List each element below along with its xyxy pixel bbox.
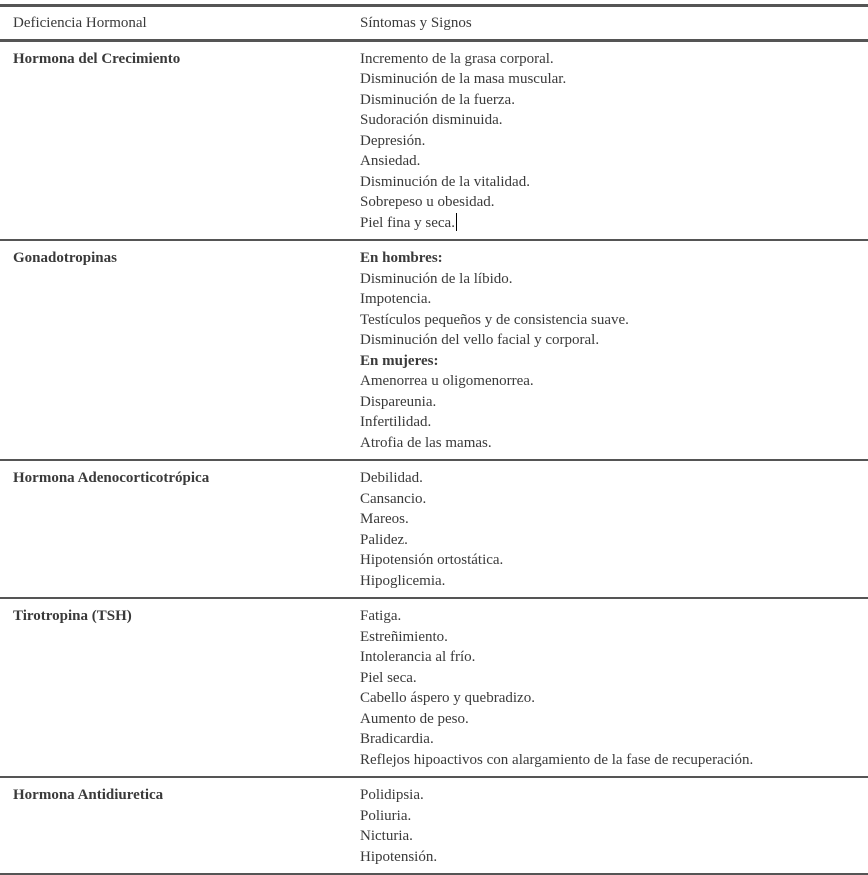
symptom-item <box>360 826 868 847</box>
symptom-text: En hombres: <box>360 250 443 266</box>
symptom-text: Nicturia. <box>360 828 413 844</box>
symptoms-cell <box>360 240 868 460</box>
symptom-item <box>360 729 868 750</box>
symptom-text: Hipotensión. <box>360 848 438 865</box>
symptom-text: En mujeres: <box>360 352 439 369</box>
symptom-item <box>360 392 868 413</box>
symptom-item <box>360 172 868 193</box>
symptom-item <box>360 489 868 510</box>
symptom-text: Disminución de la líbido. <box>360 270 513 287</box>
hormone-name: Hormona Adenocorticotrópica <box>13 470 210 486</box>
symptom-text: Disminución de la masa muscular. <box>360 71 567 87</box>
symptom-item <box>360 668 868 689</box>
symptom-item <box>360 606 868 627</box>
symptom-text: Atrofia de las mamas. <box>360 434 492 451</box>
text-cursor <box>456 213 457 231</box>
hormone-name: Hormona del Crecimiento <box>13 50 181 67</box>
hormone-name: Tirotropina (TSH) <box>13 608 132 624</box>
symptom-item <box>360 750 868 771</box>
symptom-item <box>360 550 868 571</box>
symptoms-cell <box>360 460 868 598</box>
hormone-name: Hormona Antidiuretica <box>13 787 164 803</box>
symptom-item <box>360 785 868 806</box>
symptom-item <box>360 213 868 234</box>
symptom-item <box>360 468 868 489</box>
symptom-item <box>360 90 868 111</box>
symptom-text: Sudoración disminuida. <box>360 112 503 128</box>
symptom-item <box>360 49 868 70</box>
symptom-text: Mareos. <box>360 511 409 527</box>
symptom-text: Hipotensión ortostática. <box>360 552 504 568</box>
symptom-text: Ansiedad. <box>360 153 421 169</box>
symptom-item <box>360 530 868 551</box>
symptoms-cell <box>360 598 868 777</box>
symptom-item <box>360 847 868 868</box>
symptom-text: Infertilidad. <box>360 414 432 430</box>
symptom-item <box>360 627 868 648</box>
symptom-text: Poliuria. <box>360 807 412 824</box>
symptom-item <box>360 69 868 90</box>
symptom-text: Incremento de la grasa corporal. <box>360 50 554 67</box>
header-deficiency: Deficiencia Hormonal <box>0 6 360 41</box>
symptom-subheading <box>360 351 868 372</box>
symptom-text: Disminución de la vitalidad. <box>360 173 530 190</box>
symptom-item <box>360 647 868 668</box>
symptom-item <box>360 571 868 592</box>
symptom-item <box>360 709 868 730</box>
symptom-text: Hipoglicemia. <box>360 572 446 589</box>
symptom-text: Depresión. <box>360 132 426 149</box>
symptom-text: Intolerancia al frío. <box>360 649 476 665</box>
symptom-item <box>360 269 868 290</box>
symptom-text: Fatiga. <box>360 608 402 624</box>
symptom-item <box>360 433 868 454</box>
symptom-text: Piel fina y seca. <box>360 214 455 231</box>
symptom-item <box>360 151 868 172</box>
symptom-text: Dispareunia. <box>360 393 437 410</box>
symptom-text: Reflejos hipoactivos con alargamiento de la fase de recuperación. <box>360 751 754 768</box>
symptom-text: Debilidad. <box>360 470 423 486</box>
symptom-text: Disminución del vello facial y corporal. <box>360 332 600 348</box>
symptom-text: Cansancio. <box>360 490 427 507</box>
symptom-text: Polidipsia. <box>360 787 424 803</box>
symptom-text: Cabello áspero y quebradizo. <box>360 690 535 706</box>
table-row <box>0 598 868 777</box>
symptom-item <box>360 310 868 331</box>
symptom-item <box>360 330 868 351</box>
table-row <box>0 40 868 240</box>
hormone-deficiency-table <box>0 4 868 875</box>
header-symptoms: Síntomas y Signos <box>360 6 868 41</box>
table-row <box>0 460 868 598</box>
symptoms-cell <box>360 777 868 874</box>
hormone-name: Gonadotropinas <box>13 250 117 266</box>
symptom-text: Testículos pequeños y de consistencia suave. <box>360 311 629 328</box>
symptom-text: Palidez. <box>360 531 408 548</box>
symptom-item <box>360 192 868 213</box>
symptom-item <box>360 371 868 392</box>
symptom-text: Aumento de peso. <box>360 710 469 727</box>
symptom-text: Piel seca. <box>360 669 417 686</box>
table-row <box>0 240 868 460</box>
symptom-text: Disminución de la fuerza. <box>360 91 515 108</box>
symptom-item <box>360 806 868 827</box>
table-row <box>0 777 868 874</box>
symptom-item <box>360 110 868 131</box>
symptom-text: Estreñimiento. <box>360 628 448 645</box>
symptom-text: Impotencia. <box>360 291 432 307</box>
symptom-text: Amenorrea u oligomenorrea. <box>360 373 534 389</box>
symptom-item <box>360 509 868 530</box>
symptom-item <box>360 289 868 310</box>
table-header-row <box>0 6 868 41</box>
symptom-text: Bradicardia. <box>360 731 434 747</box>
symptom-item <box>360 412 868 433</box>
symptom-subheading <box>360 248 868 269</box>
symptoms-cell <box>360 40 868 240</box>
symptom-item <box>360 131 868 152</box>
symptom-item <box>360 688 868 709</box>
symptom-text: Sobrepeso u obesidad. <box>360 194 495 210</box>
